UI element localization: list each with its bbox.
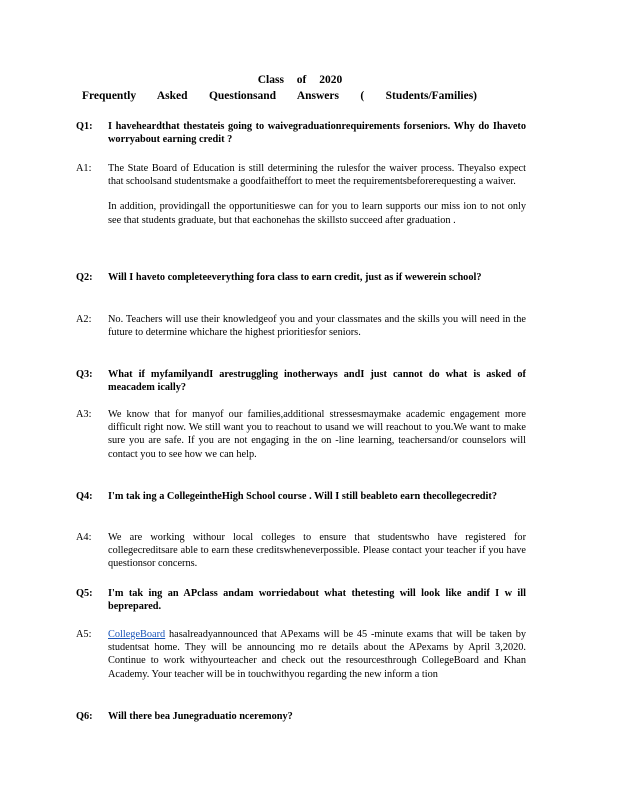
question-text: What if myfamilyandI arestruggling inotherways andI just cannot do what is asked of meacadem ically? bbox=[108, 369, 526, 394]
faq-answer bbox=[76, 162, 526, 227]
answer-text: The State Board of Education is still determining the rulesfor the waiver process. Theyalso expect that schoolsand studentsmake a goodfaitheffort to meet the requirementsbeforerequesting a waiver. bbox=[108, 163, 526, 188]
faq-question bbox=[76, 271, 526, 284]
answer-number: A3: bbox=[76, 409, 92, 420]
faq-question bbox=[76, 587, 526, 613]
answer-text: We are working withour local colleges to ensure that studentswho have registered for collegecreditsare able to earn these creditswheneverpossible. Please contact your teacher if you have questionsor concerns. bbox=[108, 532, 526, 570]
answer-text: No. Teachers will use their knowledgeof you and your classmates and the skills you will need in the future to determine whichare the highest prioritiesfor seniors. bbox=[108, 314, 526, 339]
faq-question bbox=[76, 490, 526, 503]
question-number: Q5: bbox=[76, 588, 93, 599]
answer-number: A4: bbox=[76, 532, 92, 543]
question-text: I haveheardthat thestateis going to waivegraduationrequirements forseniors. Why do Ihaveto worryabout earning credit ? bbox=[108, 121, 526, 146]
question-text: Will there bea Junegraduatio nceremony? bbox=[108, 711, 293, 722]
faq-question bbox=[76, 710, 526, 723]
document-title: Class of 2020 bbox=[257, 74, 343, 86]
answer-text bbox=[108, 628, 526, 681]
question-text: Will I haveto completeeverything fora class to earn credit, just as if wewerein school? bbox=[108, 272, 482, 283]
document-subtitle: Frequently Asked Questionsand Answers ( Students/Families) bbox=[82, 90, 477, 102]
answer-text: We know that for manyof our families,additional stressesmaymake academic engagement more difficult right now. We still want you to reachout to usand we will reachout to you.We want to make sure you are safe. If you are not engaging in the on -line learning, teachersand/or counselors will contact you to see how we can help. bbox=[108, 409, 526, 460]
answer-number: A5: bbox=[76, 629, 92, 640]
faq-answer bbox=[76, 531, 526, 571]
question-number: Q1: bbox=[76, 121, 93, 132]
answer-number: A2: bbox=[76, 314, 92, 325]
question-number: Q6: bbox=[76, 711, 93, 722]
question-number: Q3: bbox=[76, 369, 93, 380]
answer-text-rest: hasalreadyannounced that APexams will be 45 -minute exams that will be taken by studentsat home. They will be announcing mo re details about the APexams by April 3,2020. Continue to work withyourteacher and check out the resourcesthrough CollegeBoard and Khan Academy. Your teacher will be in touchwithyou regarding the new inform a tion bbox=[108, 629, 526, 680]
answer-text: In addition, providingall the opportunitieswe can for you to learn supports our miss ion to not only see that students graduate, but that eachonehas the skillsto succeed after graduation . bbox=[108, 201, 526, 226]
faq-answer bbox=[76, 628, 526, 681]
faq-question bbox=[76, 368, 526, 394]
faq-question bbox=[76, 120, 526, 146]
answer-number: A1: bbox=[76, 163, 92, 174]
faq-answer bbox=[76, 408, 526, 461]
question-number: Q4: bbox=[76, 491, 93, 502]
collegeboard-link[interactable]: CollegeBoard bbox=[108, 629, 166, 640]
question-number: Q2: bbox=[76, 272, 93, 283]
question-text: I'm tak ing a CollegeintheHigh School course . Will I still beableto earn thecollegecredit? bbox=[108, 491, 497, 502]
question-text: I'm tak ing an APclass andam worriedabout what thetesting will look like andif I w ill beprepared. bbox=[108, 588, 526, 613]
faq-answer bbox=[76, 313, 526, 339]
